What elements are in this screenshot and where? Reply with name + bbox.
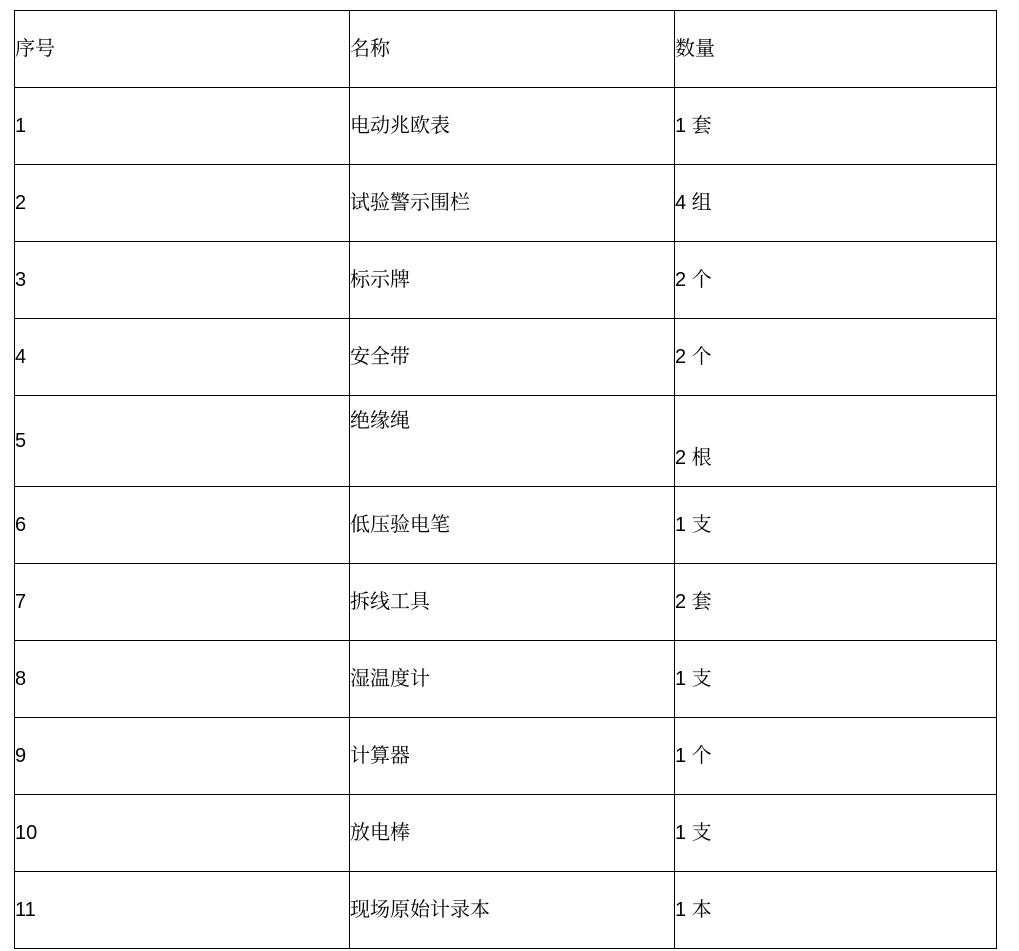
cell-index: 6 bbox=[15, 487, 350, 564]
cell-name: 绝缘绳 bbox=[350, 396, 675, 487]
cell-quantity: 1 支 bbox=[675, 487, 997, 564]
cell-index: 1 bbox=[15, 88, 350, 165]
table-row bbox=[15, 487, 997, 564]
cell-quantity: 4 组 bbox=[675, 165, 997, 242]
cell-index: 10 bbox=[15, 795, 350, 872]
cell-name: 试验警示围栏 bbox=[350, 165, 675, 242]
cell-name: 拆线工具 bbox=[350, 564, 675, 641]
equipment-table bbox=[14, 10, 997, 949]
table-row bbox=[15, 396, 997, 487]
cell-index: 11 bbox=[15, 872, 350, 949]
cell-quantity: 2 个 bbox=[675, 319, 997, 396]
cell-name: 现场原始计录本 bbox=[350, 872, 675, 949]
table-row bbox=[15, 718, 997, 795]
cell-quantity: 1 套 bbox=[675, 88, 997, 165]
table-row bbox=[15, 795, 997, 872]
cell-index: 3 bbox=[15, 242, 350, 319]
column-header-index: 序号 bbox=[15, 11, 350, 88]
cell-name: 标示牌 bbox=[350, 242, 675, 319]
table-row bbox=[15, 872, 997, 949]
cell-quantity: 1 支 bbox=[675, 795, 997, 872]
cell-quantity: 1 本 bbox=[675, 872, 997, 949]
cell-index: 8 bbox=[15, 641, 350, 718]
cell-quantity: 2 个 bbox=[675, 242, 997, 319]
table-row bbox=[15, 564, 997, 641]
table-body bbox=[15, 88, 997, 949]
cell-name: 计算器 bbox=[350, 718, 675, 795]
cell-index: 4 bbox=[15, 319, 350, 396]
cell-index: 2 bbox=[15, 165, 350, 242]
cell-name: 湿温度计 bbox=[350, 641, 675, 718]
cell-quantity: 2 套 bbox=[675, 564, 997, 641]
column-header-quantity: 数量 bbox=[675, 11, 997, 88]
cell-quantity: 2 根 bbox=[675, 396, 997, 487]
table-header bbox=[15, 11, 997, 88]
cell-quantity: 1 支 bbox=[675, 641, 997, 718]
cell-name: 低压验电笔 bbox=[350, 487, 675, 564]
cell-index: 5 bbox=[15, 396, 350, 487]
cell-index: 7 bbox=[15, 564, 350, 641]
table-row bbox=[15, 242, 997, 319]
cell-name: 放电棒 bbox=[350, 795, 675, 872]
cell-name: 安全带 bbox=[350, 319, 675, 396]
cell-index: 9 bbox=[15, 718, 350, 795]
table-row bbox=[15, 319, 997, 396]
table-row bbox=[15, 165, 997, 242]
table-row bbox=[15, 641, 997, 718]
table-header-row bbox=[15, 11, 997, 88]
column-header-name: 名称 bbox=[350, 11, 675, 88]
cell-name: 电动兆欧表 bbox=[350, 88, 675, 165]
table-row bbox=[15, 88, 997, 165]
cell-quantity: 1 个 bbox=[675, 718, 997, 795]
